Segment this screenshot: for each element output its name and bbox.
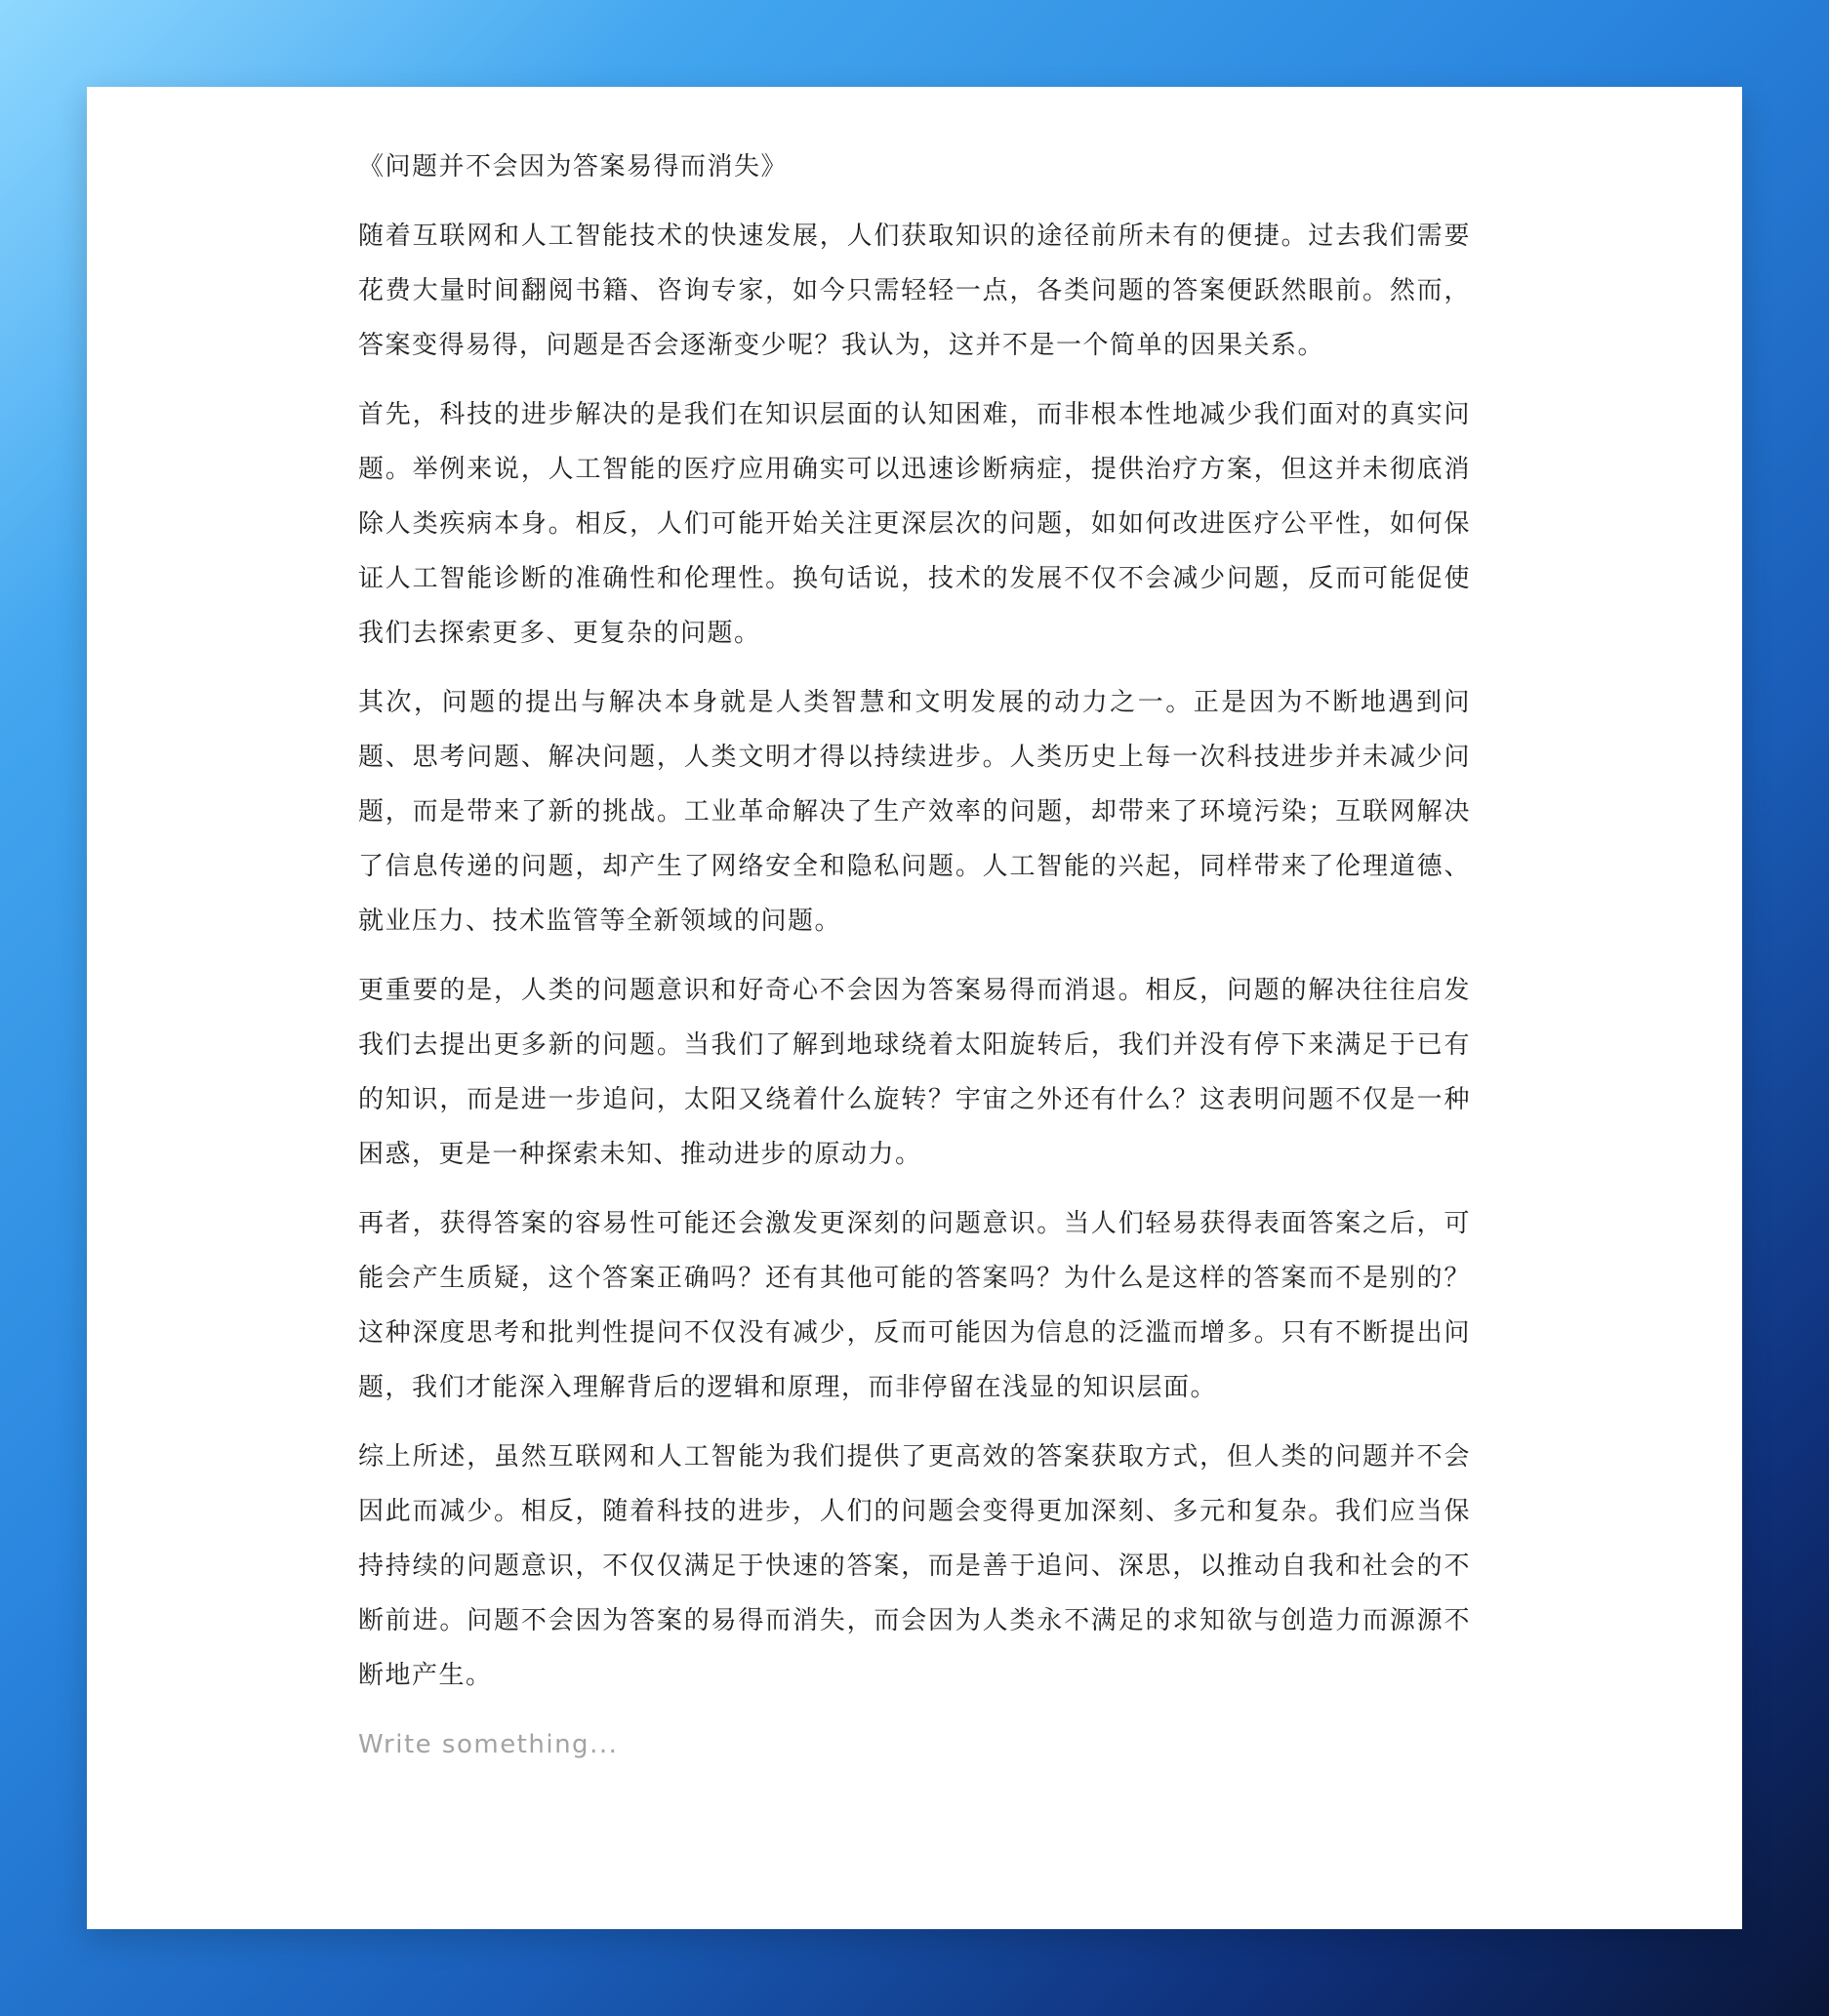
paragraph-6[interactable]: 综上所述，虽然互联网和人工智能为我们提供了更高效的答案获取方式，但人类的问题并不会因此而减少。相反，随着科技的进步，人们的问题会变得更加深刻、多元和复杂。我们应当保持持续的问题意识，不仅仅满足于快速的答案，而是善于追问、深思，以推动自我和社会的不断前进。问题不会因为答案的易得而消失，而会因为人类永不满足的求知欲与创造力而源源不断地产生。 bbox=[358, 1442, 1471, 1690]
document-title[interactable]: 《问题并不会因为答案易得而消失》 bbox=[358, 152, 789, 181]
paragraph-5[interactable]: 再者，获得答案的容易性可能还会激发更深刻的问题意识。当人们轻易获得表面答案之后，可能会产生质疑，这个答案正确吗？还有其他可能的答案吗？为什么是这样的答案而不是别的？这种深度思考和批判性提问不仅没有减少，反而可能因为信息的泛滥而增多。只有不断提出问题，我们才能深入理解背后的逻辑和原理，而非停留在浅显的知识层面。 bbox=[358, 1209, 1471, 1402]
paragraph-1[interactable]: 随着互联网和人工智能技术的快速发展，人们获取知识的途径前所未有的便捷。过去我们需要花费大量时间翻阅书籍、咨询专家，如今只需轻轻一点，各类问题的答案便跃然眼前。然而，答案变得易得，问题是否会逐渐变少呢？我认为，这并不是一个简单的因果关系。 bbox=[358, 222, 1471, 360]
editor-card bbox=[87, 87, 1742, 1929]
editor-content[interactable] bbox=[358, 140, 1471, 1772]
paragraph-3[interactable]: 其次，问题的提出与解决本身就是人类智慧和文明发展的动力之一。正是因为不断地遇到问题、思考问题、解决问题，人类文明才得以持续进步。人类历史上每一次科技进步并未减少问题，而是带来了新的挑战。工业革命解决了生产效率的问题，却带来了环境污染；互联网解决了信息传递的问题，却产生了网络安全和隐私问题。人工智能的兴起，同样带来了伦理道德、就业压力、技术监管等全新领域的问题。 bbox=[358, 688, 1471, 936]
paragraph-4[interactable]: 更重要的是，人类的问题意识和好奇心不会因为答案易得而消退。相反，问题的解决往往启发我们去提出更多新的问题。当我们了解到地球绕着太阳旋转后，我们并没有停下来满足于已有的知识，而是进一步追问，太阳又绕着什么旋转？宇宙之外还有什么？这表明问题不仅是一种困惑，更是一种探索未知、推动进步的原动力。 bbox=[358, 976, 1471, 1169]
paragraph-2[interactable]: 首先，科技的进步解决的是我们在知识层面的认知困难，而非根本性地减少我们面对的真实问题。举例来说，人工智能的医疗应用确实可以迅速诊断病症，提供治疗方案，但这并未彻底消除人类疾病本身。相反，人们可能开始关注更深层次的问题，如如何改进医疗公平性，如何保证人工智能诊断的准确性和伦理性。换句话说，技术的发展不仅不会减少问题，反而可能促使我们去探索更多、更复杂的问题。 bbox=[358, 400, 1471, 648]
write-something-input[interactable] bbox=[358, 1717, 1471, 1772]
